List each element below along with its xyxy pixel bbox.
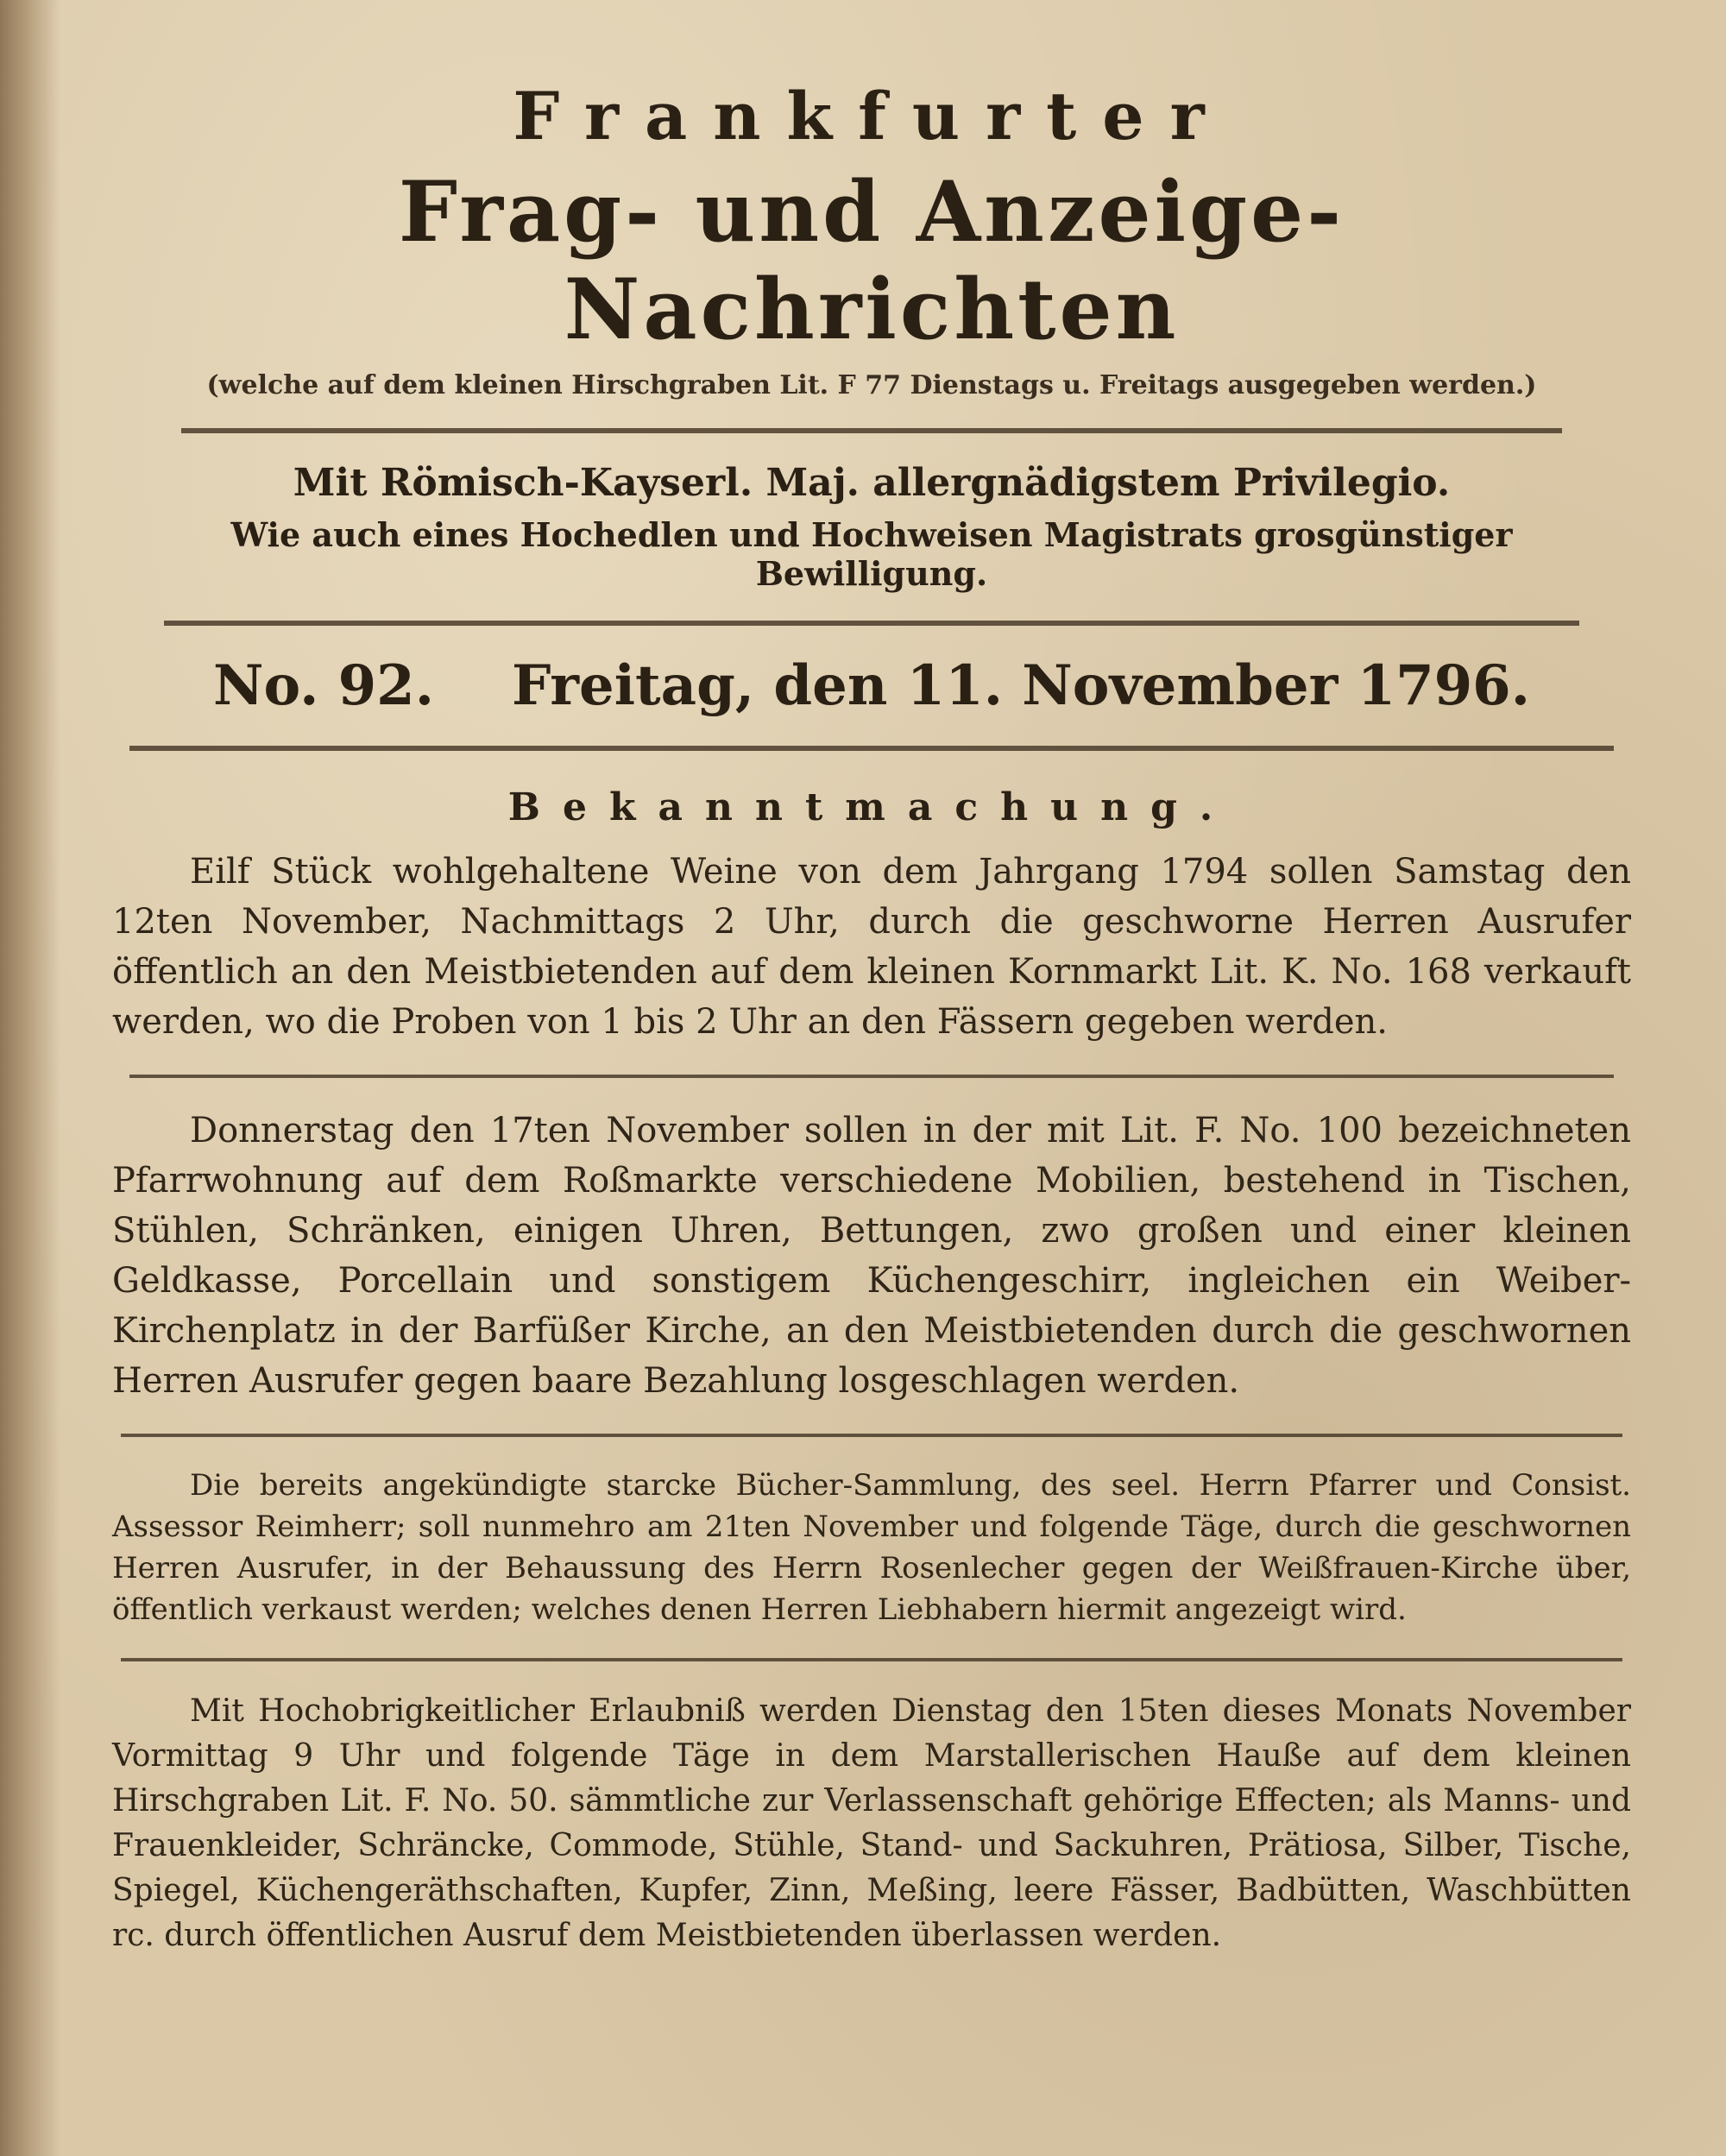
issue-date: Freitag, den 11. November 1796.	[511, 653, 1530, 718]
divider	[129, 746, 1614, 751]
issue-number: No. 92.	[213, 653, 434, 718]
masthead-note: (welche auf dem kleinen Hirschgraben Lit. F 77 Dienstags u. Freitags ausgegeben werden.)	[206, 370, 1537, 400]
binding-edge	[0, 0, 60, 2156]
notice-furniture-auction: Donnerstag den 17ten November sollen in der mit Lit. F. No. 100 bezeichneten Pfarrwohnung auf dem Roßmarkte verschiedene Mobilien, bestehend in Tischen, Stühlen, Schränken, einigen Uhren, Bettungen, zwo großen und einer kleinen Geldkasse, Porcellain und sonstigem Küchengeschirr, ingleichen ein Weiber-Kirchenplatz in der Barfüßer Kirche, an den Meistbietenden durch die geschwornen Herren Ausrufer gegen baare Bezahlung losgeschlagen werden.	[112, 1111, 1631, 1401]
masthead-subtitle: Frag- und Anzeige-Nachrichten	[398, 163, 1345, 358]
divider	[129, 1075, 1614, 1078]
divider	[121, 1658, 1622, 1661]
notice-wine-sale: Eilf Stück wohlgehaltene Weine von dem Jahrgang 1794 sollen Samstag den 12ten November, Nachmittags 2 Uhr, durch die geschworne Herren Ausrufer öffentlich an den Meistbietenden auf dem kleinen Kornmarkt Lit. K. No. 168 verkauft werden, wo die Proben von 1 bis 2 Uhr an den Fässern gegeben werden.	[112, 852, 1631, 1042]
page-content	[112, 78, 1631, 1958]
divider	[121, 1434, 1622, 1437]
divider	[181, 428, 1562, 433]
permission-line: Wie auch eines Hochedlen und Hochweisen Magistrats grosgünstiger Bewilligung.	[230, 515, 1513, 593]
privilege-line: Mit Römisch-Kayserl. Maj. allergnädigstem Privilegio.	[293, 461, 1451, 505]
masthead-title: Frankfurter	[513, 78, 1231, 154]
section-heading: Bekanntmachung.	[507, 785, 1236, 829]
notice-book-collection: Die bereits angekündigte starcke Bücher-Sammlung, des seel. Herrn Pfarrer und Consist. Assessor Reimherr; soll nunmehro am 21ten November und folgende Täge, durch die geschwornen Herren Ausrufer, in der Behaussung des Herrn Rosenlecher gegen der Weißfrauen-Kirche über, öffentlich verkaust werden; welches denen Herren Liebhabern hiermit angezeigt wird.	[112, 1468, 1631, 1627]
issue-line	[112, 653, 1631, 718]
notice-estate-auction: Mit Hochobrigkeitlicher Erlaubniß werden Dienstag den 15ten dieses Monats November Vormittag 9 Uhr und folgende Täge in dem Marstallerischen Hauße auf dem kleinen Hirschgraben Lit. F. No. 50. sämmtliche zur Verlassenschaft gehörige Effecten; als Manns- und Frauenkleider, Schräncke, Commode, Stühle, Stand- und Sackuhren, Prätiosa, Silber, Tische, Spiegel, Küchengeräthschaften, Kupfer, Zinn, Meßing, leere Fässer, Badbütten, Waschbütten rc. durch öffentlichen Ausruf dem Meistbietenden überlassen werden.	[112, 1693, 1631, 1953]
divider	[164, 621, 1579, 626]
